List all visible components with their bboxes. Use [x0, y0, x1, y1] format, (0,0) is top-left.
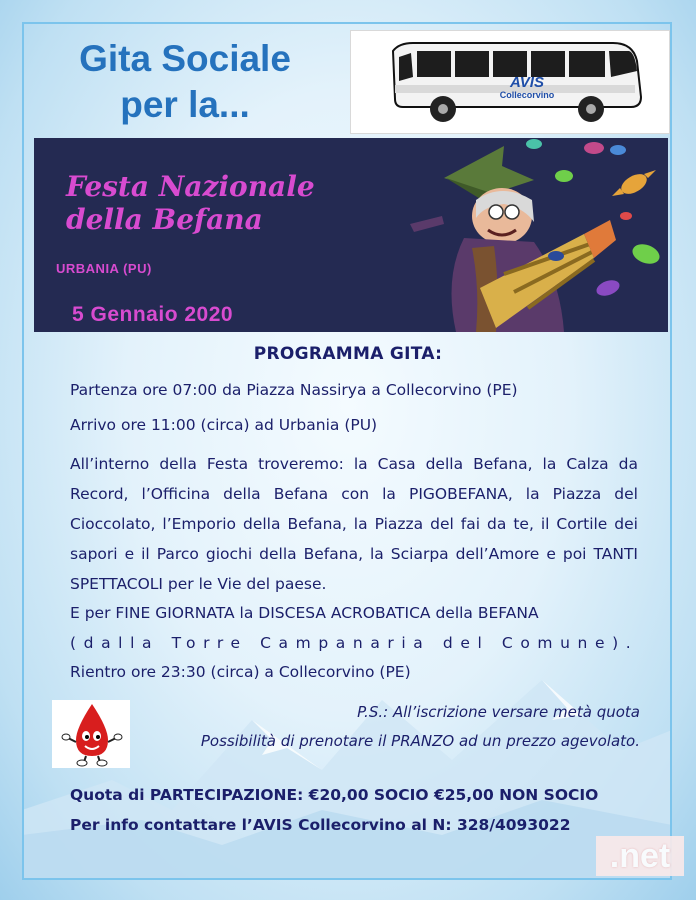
event-date: 5 Gennaio 2020 [72, 303, 234, 326]
title-line-2: per la... [120, 84, 250, 125]
title-line-1: Gita Sociale [79, 38, 291, 79]
festa-title-line-1: Festa Nazionale [66, 170, 315, 203]
finale-line-1: E per FINE GIORNATA la DISCESA ACROBATICA della BEFANA [70, 604, 539, 622]
watermark-text: .net [609, 837, 671, 875]
avis-logo-sub: Collecorvino [499, 90, 555, 100]
festa-title [66, 170, 315, 236]
bus-image [350, 30, 670, 134]
departure-line: Partenza ore 07:00 da Piazza Nassirya a Collecorvino (PE) [70, 381, 518, 399]
contact-info: Per info contattare l’AVIS Collecorvino al N: 328/4093022 [70, 816, 571, 834]
avis-logo-text: AVIS [510, 74, 544, 91]
page-title [40, 36, 330, 128]
arrival-line: Arrivo ore 11:00 (circa) ad Urbania (PU) [70, 416, 378, 434]
blood-drop-image [52, 700, 130, 768]
ps-note: P.S.: All’iscrizione versare metà quota [357, 703, 640, 721]
avis-logo [481, 75, 573, 100]
festival-description: All’interno della Festa troveremo: la Casa della Befana, la Calza da Record, l’Officina della Befana con la PIGOBEFANA, la Piazza del Cioccolato, l’Emporio della Befana, la Piazza del fai da te, il Cortile dei sapori e il Parco giochi della Befana, la Sciarpa dell’Amore e poi TANTI SPETTACOLI per le Vie del paese. [70, 455, 638, 593]
watermark-badge [596, 836, 684, 876]
event-location: URBANIA (PU) [56, 261, 152, 276]
participation-fee: Quota di PARTECIPAZIONE: €20,00 SOCIO €25,00 NON SOCIO [70, 786, 599, 804]
lunch-note: Possibilità di prenotare il PRANZO ad un prezzo agevolato. [200, 732, 640, 750]
program-heading: PROGRAMMA GITA: [253, 344, 443, 364]
festa-banner [34, 138, 668, 332]
festa-title-line-2: della Befana [66, 203, 263, 236]
finale-line-2: (dalla Torre Campanaria del Comune). [70, 634, 639, 652]
befana-illustration [384, 138, 668, 332]
blood-drop-mascot-icon [52, 700, 130, 768]
return-line: Rientro ore 23:30 (circa) a Collecorvino (PE) [70, 663, 411, 681]
